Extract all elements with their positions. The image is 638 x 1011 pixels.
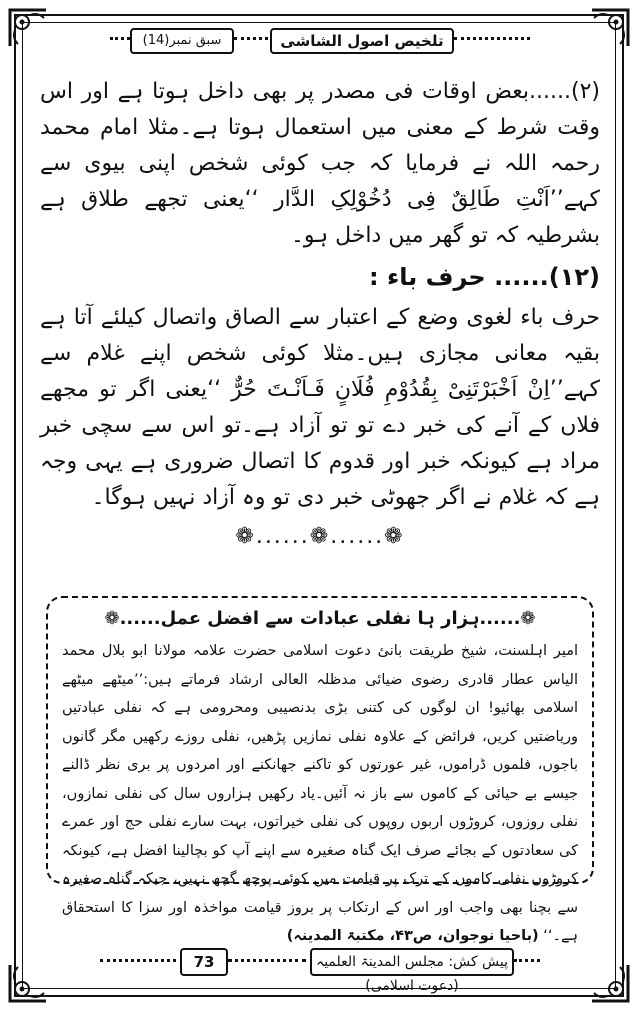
corner-ornament-icon <box>6 961 50 1005</box>
footer-divider <box>100 959 176 966</box>
publisher-label: پیش کش: مجلس المدینۃ العلمیہ (دعوت اسلامی) <box>310 948 514 976</box>
page-header <box>110 24 530 54</box>
section-divider-ornament: ❁......❁......❁ <box>235 524 405 549</box>
section-number: (۱۲)...... <box>494 263 600 291</box>
page-number: 73 <box>180 948 228 976</box>
header-divider <box>454 37 530 44</box>
section-title: حرف باء : <box>368 263 486 291</box>
corner-ornament-icon <box>6 6 50 50</box>
highlight-box-text <box>62 637 578 951</box>
footer-divider <box>228 959 306 966</box>
paragraph-2: حرف باء لغوی وضع کے اعتبار سے الصاق واتصال کیلئے آتا ہے بقیہ معانی مجازی ہیں۔مثلا کوئی شخص اپنے غلام سے کہے’’اِنْ اَخْبَرْتَنِیْ بِقُدُوْمِ فُلَانٍ فَـاَنْـتَ حُرٌّ ‘‘یعنی اگر تو مجھے فلاں کے آنے کی خبر دے تو تو آزاد ہے۔تو اس سے سچی خبر مراد ہے کیونکہ خبر اور قدوم کا اتصال ضروری ہے یہی وجہ ہے کہ غلام نے اگر جھوٹی خبر دی تو وہ آزاد نہیں ہوگا۔ <box>40 305 600 510</box>
header-divider <box>234 37 268 44</box>
main-content <box>40 74 600 559</box>
footer-divider <box>514 959 540 966</box>
book-title: تلخیص اصول الشاشی <box>270 28 454 54</box>
highlight-box <box>46 596 594 944</box>
header-divider <box>110 37 130 44</box>
paragraph-1: (۲)......بعض اوقات فی مصدر پر بھی داخل ہوتا ہے اور اس وقت شرط کے معنی میں استعمال ہوتا ہے۔مثلا امام محمد رحمہ اللہ نے فرمایا کہ جب کوئی شخص اپنی بیوی سے کہے’’اَنْتِ طَالِقٌ فِی دُخُوْلِکِ الدَّار ‘‘یعنی تجھے طلاق ہے بشرطیہ کہ تو گھر میں داخل ہو۔ <box>40 79 600 248</box>
corner-ornament-icon <box>588 961 632 1005</box>
highlight-box-title: ❁......ہزار ہا نفلی عبادات سے افضل عمل......❁ <box>104 608 536 629</box>
corner-ornament-icon <box>588 6 632 50</box>
highlight-box-reference: (باحیا نوجوان، ص۴۳، مکتبۃ المدینہ) <box>286 928 539 944</box>
highlight-box-body: امیر اہلسنت، شیخ طریقت بانیٔ دعوت اسلامی حضرت علامہ مولانا ابو بلال محمد الیاس عطار قادری رضوی ضیائی مدظلہ العالی ارشاد فرماتے ہیں:’’میٹھے میٹھے اسلامی بھائیو! ان لوگوں کی کتنی بڑی بدنصیبی ومحرومی ہے کہ نفلی عبادتیں وریاضتیں کریں، فرائض کے علاوہ نفلی نمازیں پڑھیں، نفلی روزے رکھیں مگر گانوں باجوں، فلموں ڈراموں، غیر عورتوں کو تاکنے جھانکنے اور امردوں پر بری نظر ڈالنے جیسے بے حیائی کے کاموں سے باز نہ آئیں۔یاد رکھیں ہزاروں سال کی نفلی نمازوں، نفلی روزوں، کروڑوں اربوں روپوں کی نفلی خیراتوں، بہت سارے نفلی حج اور عمرے کی سعادتوں کے بجائے صرف ایک گناہ صغیرہ سے اپنے آپ کو بچالینا افضل ہے، کیونکہ کروڑوں نفلی کاموں کے ترک پر قیامت میں کوئی پوچھ گچھ نہیں، جبکہ گناہ صغیرہ سے بچنا بھی واجب اور اس کے ارتکاب پر بروز قیامت مواخذہ اور سزا کا استحقاق ہے۔‘‘ <box>62 643 578 944</box>
lesson-number: سبق نمبر(14) <box>130 28 234 54</box>
section-heading <box>40 260 600 294</box>
page-footer <box>100 943 540 994</box>
